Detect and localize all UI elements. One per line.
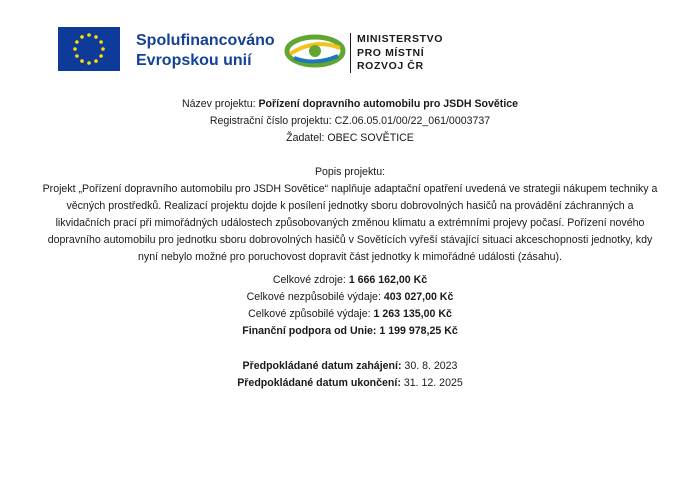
- project-description: [40, 164, 660, 266]
- eu-cofinancing-text: [136, 31, 275, 71]
- applicant-label: Žadatel:: [286, 132, 328, 144]
- eligible-expenses-label: Celkové způsobilé výdaje:: [248, 308, 374, 320]
- mmr-text-line3: ROZVOJ ČR: [357, 60, 424, 72]
- eu-text-line2: Evropskou unií: [136, 52, 252, 69]
- mmr-text-line1: MINISTERSTVO: [357, 33, 443, 45]
- project-name-value: Pořízení dopravního automobilu pro JSDH Sovětice: [258, 98, 519, 110]
- registration-number-value: CZ.06.05.01/00/22_061/0003737: [334, 115, 491, 127]
- project-name-line: [40, 96, 660, 113]
- logo-header: [58, 24, 658, 84]
- end-date-value: 31. 12. 2025: [400, 377, 463, 389]
- start-date-value: 30. 8. 2023: [401, 360, 458, 372]
- total-sources-label: Celkové zdroje:: [272, 274, 349, 286]
- eligible-expenses-value: 1 263 135,00 Kč: [373, 308, 452, 320]
- registration-number-line: [40, 113, 660, 130]
- project-costs: [40, 272, 660, 340]
- logo-divider: [350, 33, 351, 73]
- end-date-line: [40, 375, 660, 392]
- start-date-label: Předpokládané datum zahájení:: [242, 360, 402, 372]
- ineligible-expenses-value: 403 027,00 Kč: [383, 291, 454, 303]
- eligible-expenses-line: [40, 306, 660, 323]
- description-heading: Popis projektu:: [314, 166, 386, 178]
- mmr-emblem-logo: [284, 32, 346, 70]
- mmr-ministry-text: [357, 33, 443, 74]
- eu-support-label: Finanční podpora od Unie:: [242, 325, 380, 337]
- start-date-line: [40, 358, 660, 375]
- applicant-line: [40, 130, 660, 147]
- eu-text-line1: Spolufinancováno: [136, 32, 275, 49]
- mmr-text-line2: PRO MÍSTNÍ: [357, 46, 425, 59]
- registration-number-label: Registrační číslo projektu:: [209, 115, 335, 127]
- applicant-value: OBEC SOVĚTICE: [327, 132, 414, 144]
- description-text: Projekt „Pořízení dopravního automobilu pro JSDH Sovětice“ naplňuje adaptační opatření uvedená ve strategii nákupem techniky a věcných prostředků. Realizací projektu dojde k posílení jednotky sboru dobrovolných hasičů na provádění záchranných a likvidačních prací při mimořádných událostech způsobovaných změnou klimatu a extrémními projevy počasí. Pořízení nového dopravního automobilu pro jednotku sboru dobrovolných hasičů v Sovětících vyřeší stávající situaci akceschopnosti jednotky, kdy nyní nebylo možné pro poruchovost dopravit část jednotky k mimořádné události (zásahu).: [42, 183, 658, 263]
- ineligible-expenses-line: [40, 289, 660, 306]
- eu-flag-logo: [58, 27, 120, 71]
- total-sources-line: [40, 272, 660, 289]
- project-dates: [40, 358, 660, 392]
- eu-support-line: [40, 323, 660, 340]
- project-info: [40, 96, 660, 392]
- total-sources-value: 1 666 162,00 Kč: [348, 274, 428, 286]
- ineligible-expenses-label: Celkové nezpůsobilé výdaje:: [246, 291, 384, 303]
- project-name-label: Název projektu:: [181, 98, 259, 110]
- end-date-label: Předpokládané datum ukončení:: [237, 377, 401, 389]
- eu-support-value: 1 199 978,25 Kč: [379, 325, 458, 337]
